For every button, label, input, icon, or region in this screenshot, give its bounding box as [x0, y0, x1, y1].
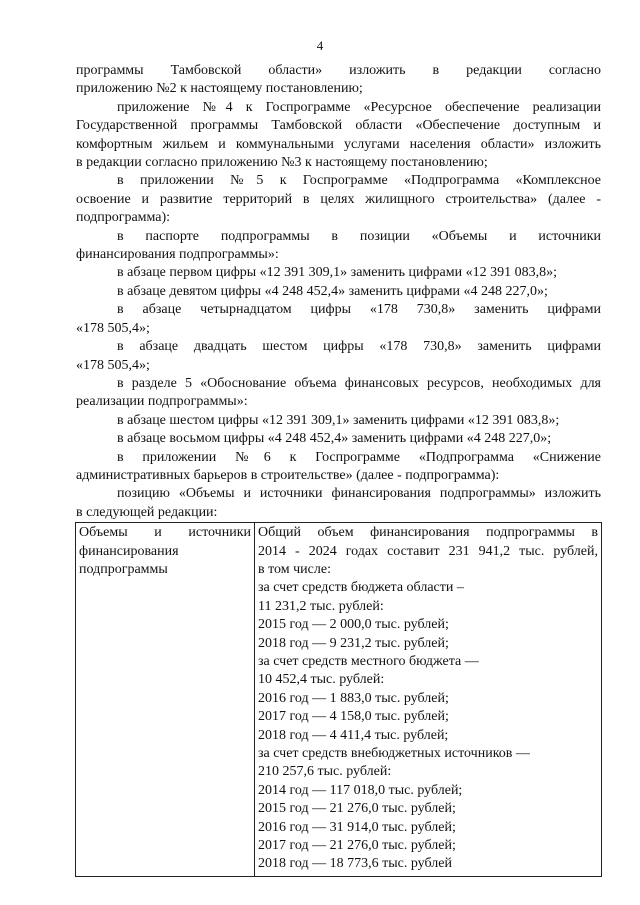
- paragraph: [76, 301, 601, 338]
- table-value-line: 2015 год — 2 000,0 тыс. рублей;: [258, 617, 449, 633]
- table-value-line: 2015 год — 21 276,0 тыс. рублей;: [258, 801, 456, 817]
- paragraph-line: в абзаце шестом цифры «12 391 309,1» заменить цифрами «12 391 083,8»;: [117, 412, 560, 428]
- table-value-line: 210 257,6 тыс. рублей:: [258, 764, 392, 780]
- table-value-line: 2017 год — 4 158,0 тыс. рублей;: [258, 709, 449, 725]
- table-value-line: 10 452,4 тыс. рублей:: [258, 672, 385, 688]
- paragraph-line: освоение и развитие территорий в целях жилищного строительства» (далее -: [76, 191, 601, 207]
- table-value-line: 2016 год — 1 883,0 тыс. рублей;: [258, 690, 449, 706]
- table-value-line: за счет средств местного бюджета —: [258, 654, 479, 669]
- paragraph: [76, 485, 601, 522]
- paragraph: [76, 449, 601, 486]
- paragraph-line: в абзаце четырнадцатом цифры «178 730,8» заменить цифрами: [117, 302, 601, 318]
- paragraph-line: в абзаце первом цифры «12 391 309,1» заменить цифрами «12 391 083,8»;: [117, 265, 557, 281]
- table-value-line: 2018 год — 18 773,6 тыс. рублей: [258, 856, 452, 872]
- paragraph: [76, 283, 601, 301]
- paragraph-line: «178 505,4»;: [76, 357, 150, 373]
- paragraph-line: в следующей редакции:: [76, 504, 218, 520]
- table-value-line: в том числе:: [258, 561, 331, 577]
- paragraph-line: программы Тамбовской области» изложить в редакции согласно: [76, 63, 601, 78]
- table-label-line: Объемы и источники: [79, 525, 251, 541]
- paragraph-line: в абзаце девятом цифры «4 248 452,4» заменить цифрами «4 248 227,0»;: [117, 283, 548, 299]
- paragraph: [76, 99, 601, 173]
- paragraph: [76, 172, 601, 227]
- table-value-line: Общий объем финансирования подпрограммы в: [258, 525, 598, 541]
- paragraph-line: Государственной программы Тамбовской области «Обеспечение доступным и: [76, 118, 601, 134]
- paragraph: [76, 412, 601, 430]
- paragraph-line: приложение №4 к Госпрограмме «Ресурсное обеспечение реализации: [117, 99, 601, 115]
- paragraph-line: приложению №2 к настоящему постановлению;: [76, 81, 363, 97]
- paragraph-line: подпрограмма):: [76, 210, 171, 226]
- page-number: 4: [316, 38, 324, 53]
- paragraph-line: в редакции согласно приложению №3 к настоящему постановлению;: [76, 155, 488, 171]
- paragraph-line: финансирования подпрограммы»:: [76, 247, 279, 263]
- paragraph-line: в приложении №5 к Госпрограмме «Подпрограмма «Комплексное: [117, 173, 601, 189]
- table-value-line: 2018 год — 9 231,2 тыс. рублей;: [258, 635, 449, 651]
- table-value-line: 2017 год — 21 276,0 тыс. рублей;: [258, 838, 456, 854]
- paragraph: [76, 338, 601, 375]
- document-body: [76, 62, 601, 877]
- paragraph: [76, 228, 601, 265]
- table-cell-label: [76, 523, 255, 877]
- table-value-line: 2016 год — 31 914,0 тыс. рублей;: [258, 819, 456, 835]
- paragraph-line: позицию «Объемы и источники финансирования подпрограммы» изложить: [117, 486, 601, 502]
- paragraph-line: «178 505,4»;: [76, 320, 150, 336]
- paragraph-line: в разделе 5 «Обоснование объема финансовых ресурсов, необходимых для: [117, 375, 601, 391]
- paragraph-line: комфортным жильем и коммунальными услугами населения области» изложить: [76, 136, 601, 152]
- table-value-line: 2018 год — 4 411,4 тыс. рублей;: [258, 727, 449, 743]
- table-value-line: 2014 год — 117 018,0 тыс. рублей;: [258, 782, 463, 798]
- paragraph-line: в абзаце восьмом цифры «4 248 452,4» заменить цифрами «4 248 227,0»;: [117, 431, 552, 447]
- table-value-line: 2014 - 2024 годах составит 231 941,2 тыс. рублей,: [258, 543, 598, 559]
- table-row: [76, 523, 602, 877]
- table-value-line: за счет средств внебюджетных источников —: [258, 746, 530, 762]
- funding-table: [75, 522, 602, 877]
- table-value-line: 11 231,2 тыс. рублей:: [258, 598, 384, 614]
- paragraph-line: реализации подпрограммы»:: [76, 394, 248, 410]
- paragraph-line: в паспорте подпрограммы в позиции «Объемы и источники: [117, 228, 601, 244]
- paragraph-line: в абзаце двадцать шестом цифры «178 730,8» заменить цифрами: [117, 339, 601, 355]
- paragraph: [76, 62, 601, 99]
- paragraph: [76, 375, 601, 412]
- paragraph-line: административных барьеров в строительстве» (далее - подпрограмма):: [76, 467, 500, 483]
- paragraph-line: в приложении №6 к Госпрограмме «Подпрограмма «Снижение: [117, 449, 601, 465]
- table-cell-value: [255, 523, 602, 877]
- table-label-line: подпрограммы: [79, 561, 168, 577]
- table-value-line: за счет средств бюджета области –: [258, 580, 464, 596]
- paragraph: [76, 430, 601, 448]
- paragraph: [76, 264, 601, 282]
- table-label-line: финансирования: [79, 543, 179, 559]
